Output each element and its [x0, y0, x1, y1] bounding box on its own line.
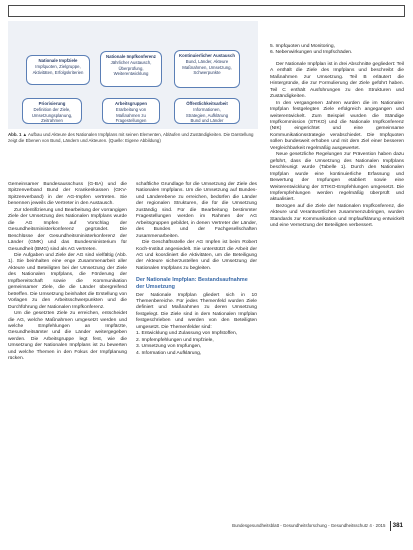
body-paragraph: Die Geschäftsstelle der AG Impfen ist beim Robert Koch-Institut angesiedelt. Sie unterstützt die Arbeit der AG und koordiniert die Aktivitäten, um die Beteiligung der Akteure sicherzustellen und die Umsetzung der Nationalen Impfplans zu begleiten. — [136, 240, 257, 271]
diagram-box-body: Informationen, Strategien, Aufklärung Bund und Länder — [185, 107, 229, 123]
list-item: 1. Entwicklung und Zulassung von Impfstoffen, — [136, 331, 238, 337]
diagram-box-impfkonferenz — [100, 51, 162, 87]
diagram-box-body: Jährlicher Austausch, Überprüfung, Weiterentwicklung — [110, 60, 152, 76]
body-paragraph: Der Nationale Impfplan gliedert sich in 10 Themenbereiche. Für jedes Themenfeld wurden Ziele definiert und Maßnahmen zu deren Umsetzung festgelegt. Die Ziele sind in dem Nationalen Impfplan festgeschrieben und werden von den Beteiligten umgesetzt. Die Themenfelder sind: — [136, 292, 257, 330]
caption-text: Aufbau und Akteure des Nationalen Impfplans mit seinen Elementen, Abläufen und Zuständigkeiten. Die Darstellung zeigt die Ebenen von Bund, Ländern und Akteuren. (Quelle: Eigene Abbildung) — [8, 132, 254, 143]
body-paragraph: Gemeinsamer Bundesausschuss (G-BA) und die Spitzenverband Bund der Krankenkassen (GKV-Spitzenverband) in der AG-Impfen vertreten. Sie benennen jeweils die Vertreter in den Austausch. — [8, 182, 127, 207]
body-paragraph: Bezogen auf die Ziele der Nationalen Impfkonferenz, die Akteure und Verantwortlichen zusammenzubringen, wurden Standards zur Kommunikation und Impfaufklärung entwickelt und eine Vernetzung der Beteiligten verbessert. — [270, 203, 404, 229]
list-item: 4. Information und Aufklärung, — [136, 350, 202, 356]
column-3 — [270, 44, 404, 230]
body-paragraph: Um die gesetzten Ziele zu erreichen, entscheidet die AG, welche Maßnahmen umgesetzt werden und welche Empfehlungen an Impfärzte, Gesundheitsämter und die Länder weitergegeben werden. Die Arbeitsgruppe legt fest, wie die Umsetzung der Nationalen Impfplans ist zu bewerten und welche Themen in den Fokus der Impfplanung rücken. — [8, 311, 127, 362]
section-heading: Der Nationale Impfplan: Bestandsaufnahme der Umsetzung — [136, 277, 248, 290]
body-paragraph: Der Nationale Impfplan ist in drei Abschnitte gegliedert: Teil A enthält die Ziele des Impfplans und beschreibt die Maßnahmen zur Umsetzung. Teil B erläutert die Hintergründe, die zur Formulierung der Ziele geführt haben. Teil C enthält Ausführungen zu den Strukturen und Zuständigkeiten. — [270, 61, 404, 100]
journal-citation: Bundesgesundheitsblatt - Gesundheitsforschung - Gesundheitsschutz 4 · 2015 — [232, 523, 386, 528]
diagram-box-title: Priorisierung — [38, 101, 66, 106]
topic-list — [136, 331, 257, 357]
diagram-box-arbeitsgruppen — [102, 98, 160, 124]
page-footer — [230, 521, 405, 531]
diagram-box-body: Impfquoten, Zielgruppe, Aktivitäten, Erfolgskriterien — [32, 64, 84, 75]
page-number: 381 — [390, 521, 405, 531]
diagram-box-title: Nationale Impfkonferenz — [106, 54, 156, 59]
diagram-box-body: Erarbeitung von Maßnahmen zu Fragestellungen — [115, 107, 147, 123]
diagram-box-impfziele — [26, 55, 90, 85]
diagram-box-oeffentlichkeitsarbeit — [174, 98, 240, 124]
diagram-box-body: Bund, Länder, Akteure Maßnahmen, Umsetzung, Schwerpunkte — [182, 59, 232, 75]
column-1 — [8, 182, 127, 363]
list-item: 3. Umsetzung von Impfungen, — [136, 344, 202, 350]
list-item: 6. Nebenwirkungen und Impfschäden. — [270, 50, 353, 56]
topic-list-continued — [270, 44, 404, 57]
list-item: 5. Impfquoten und Monitoring, — [270, 44, 335, 49]
caption-label: Abb. 1 ▲ — [8, 132, 27, 137]
body-paragraph: Die Aufgaben und Ziele der AG sind vielfältig (Abb. 1). Sie beinhalten eine enge Zusammenarbeit aller Akteure und Beteiligten bei der Umsetzung der Ziele des Nationalen Impfplans, die Förderung der Impfbereitschaft sowie die Kommunikation gemeinsamer Ziele, die die Länder übergreifend betreffen. Die Umsetzung beinhaltet die Erstellung von Vorlagen zu den Arbeitsschwerpunkten und die Durchführung der Nationalen Impfkonferenz. — [8, 252, 127, 310]
body-paragraph: Zur Identifizierung und Bearbeitung der vorrangigen Ziele der Umsetzung des Nationalen Impfplans wurde die AG Impfen auf Vorschlag der Gesundheitsministerkonferenz gegründet. Die Beschlüsse der Gesundheitsministerkonferenz der Länder (GMK) und das Bundesministerium für Gesundheit (BMG) sind als AG vertreten. — [8, 207, 127, 252]
body-paragraph: schaftliche Grundlage für die Umsetzung der Ziele des Nationalen Impfplans. Um die Umsetzung auf Bundes- und Länderebene zu erreichen, bedürfen die Länder der regionalen Strukturen, die für die Umsetzung zuständig sind. Für die Bearbeitung bestimmter Fragestellungen werden im Rahmen der AG Arbeitsgruppen gebildet, in denen Vertreter der Länder, des Bundes und der Fachgesellschaften zusammenarbeiten. — [136, 182, 257, 239]
header-rule — [8, 5, 405, 17]
diagram-box-title: Nationale Impfziele — [38, 58, 78, 63]
diagram-box-title: Öffentlichkeitsarbeit — [186, 101, 228, 106]
diagram-box-title: Kontinuierlicher Austausch — [179, 53, 235, 58]
body-paragraph: In den vergangenen Jahren wurden die im Nationalen Impfplan festgelegten Ziele erfolgreich angegangen und weiterentwickelt. Zum Beispiel wurden die Ständige Impfkommission (STIKO) und die Nationale Impfkonferenz (NIK) eingerichtet und eine gemeinsame Kommunikationsstrategie verabschiedet. Die Impfquoten sollen bundesweit erhoben und mit dem Ziel einer besseren Vergleichbarkeit regelmäßig ausgewertet. — [270, 100, 404, 151]
list-item: 2. Impfempfehlungen und Impfziele, — [136, 337, 214, 343]
diagram-box-title: Arbeitsgruppen — [115, 101, 147, 106]
diagram-box-priorisierung — [22, 98, 82, 124]
body-paragraph: Neue gesetzliche Regelungen zur Prävention haben dazu geführt, dass die Umsetzung des Nationalen Impfplans beschleunigt wurde (Tabelle 1). Durch den Nationalen Impfplan wurde eine kontinuierliche Erfassung und Bewertung der Impfungen etabliert sowie eine Weiterentwicklung der STIKO-Empfehlungen umgesetzt. Die Impfempfehlungen werden regelmäßig überprüft und aktualisiert. — [270, 152, 404, 203]
diagram-box-body: Definition der Ziele, Umsetzungsplanung, Zeitrahmen — [31, 107, 73, 123]
diagram-box-austausch — [174, 50, 240, 88]
column-2 — [136, 182, 257, 357]
figure-caption — [8, 132, 263, 143]
impfplan-diagram — [8, 21, 258, 129]
